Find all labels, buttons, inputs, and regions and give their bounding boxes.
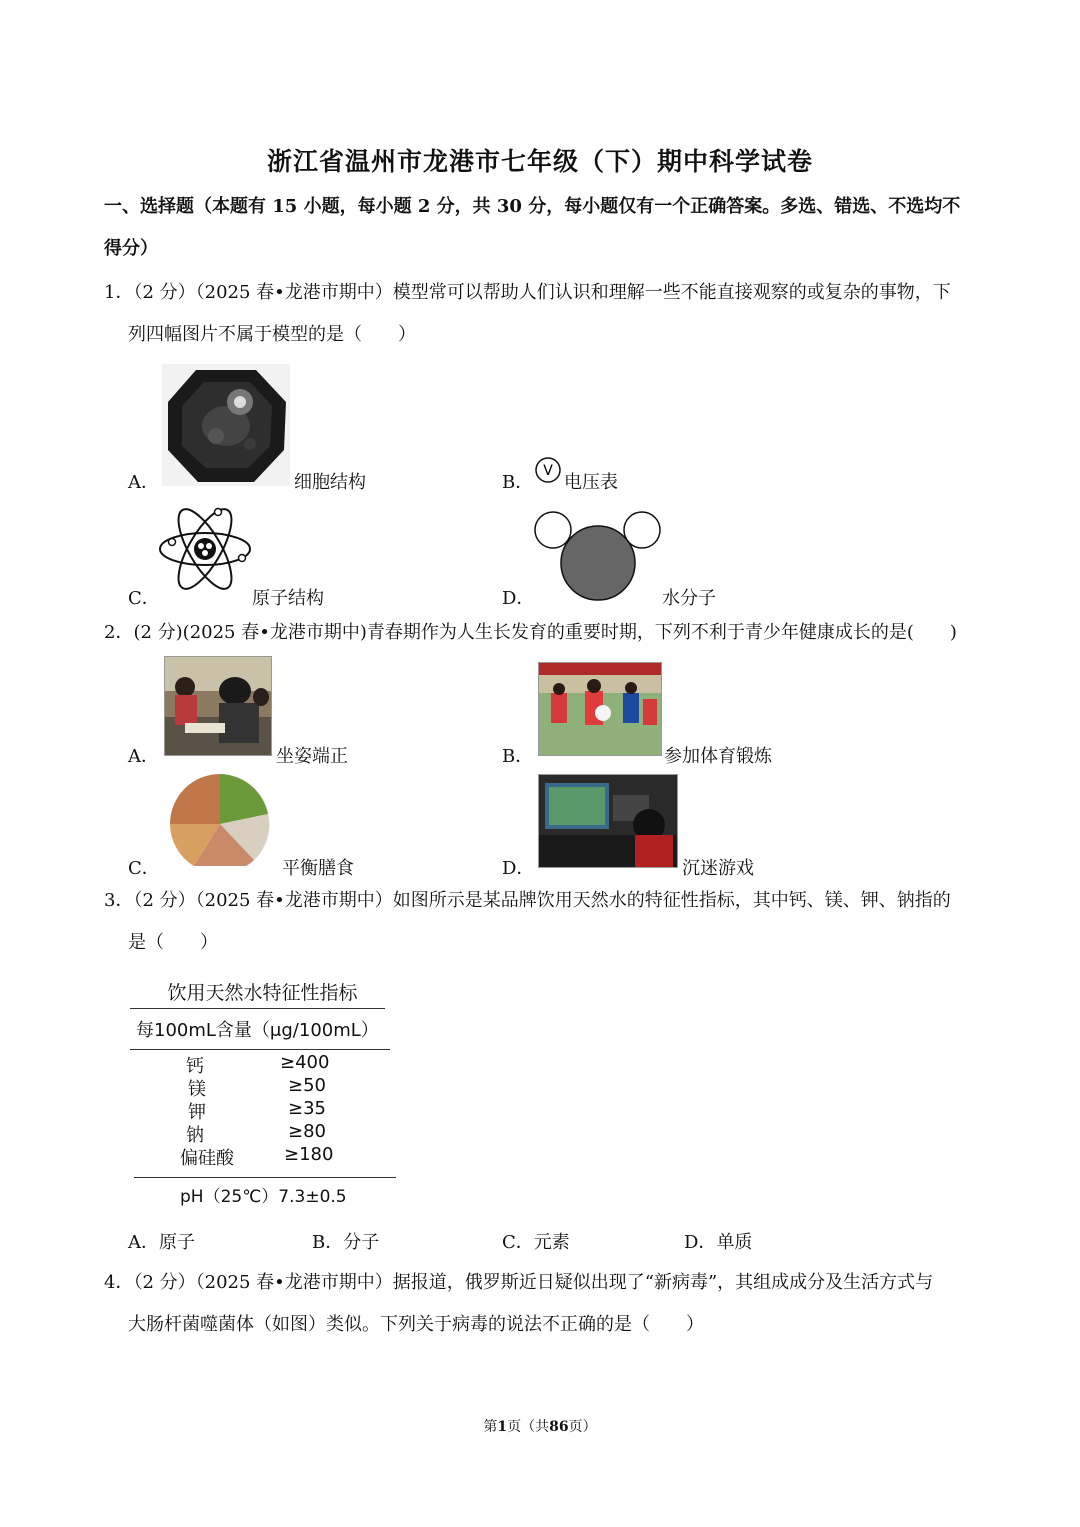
q1-option-d-caption: 水分子	[662, 588, 716, 609]
question-3-stem-cont: 是（ ）	[128, 932, 218, 953]
q2-option-a-letter[interactable]: A．	[128, 746, 159, 767]
q3-option-d-letter: D．	[684, 1232, 717, 1253]
cell-structure-image	[162, 364, 290, 486]
q3-option-b[interactable]	[312, 1228, 379, 1254]
table-title: 饮用天然水特征性指标	[167, 982, 358, 1004]
table-divider	[130, 1049, 390, 1050]
q1-option-b-caption: 电压表	[564, 472, 618, 493]
water-indicator-table	[130, 970, 400, 1205]
section-heading-cont: 得分）	[104, 238, 158, 259]
table-row-value: ≥400	[280, 1052, 330, 1073]
q2-option-d-caption: 沉迷游戏	[682, 858, 754, 879]
table-row-name: 钙	[186, 1056, 204, 1077]
q3-option-c-caption: 元素	[533, 1232, 570, 1253]
table-subtitle: 每100mL含量（μg/100mL）	[136, 1020, 379, 1041]
q2-option-c-letter[interactable]: C．	[128, 858, 160, 879]
table-ph: pH（25℃）7.3±0.5	[180, 1187, 347, 1207]
q1-option-a-letter[interactable]: A．	[128, 472, 159, 493]
q3-option-c-letter: C．	[502, 1232, 534, 1253]
table-row-value: ≥180	[284, 1144, 334, 1165]
voltmeter-letter: V	[543, 463, 553, 479]
footer-page-number: 1	[497, 1419, 508, 1435]
balanced-diet-image	[164, 774, 276, 866]
gaming-addiction-photo	[538, 774, 678, 868]
question-4-stem: 4．（2 分）（2025 春•龙港市期中）据报道，俄罗斯近日疑似出现了“新病毒”，其组成成分及生活方式与	[104, 1272, 934, 1293]
q2-option-b-letter[interactable]: B．	[502, 746, 534, 767]
table-row-name: 镁	[188, 1079, 206, 1100]
q3-option-d[interactable]	[684, 1228, 752, 1254]
table-divider	[130, 1008, 385, 1009]
q3-option-b-letter: B．	[312, 1232, 344, 1253]
table-row-value: ≥80	[288, 1121, 326, 1142]
atom-structure-image	[158, 498, 252, 600]
q1-option-c-caption: 原子结构	[252, 588, 324, 609]
table-row-value: ≥35	[288, 1098, 326, 1119]
table-divider	[134, 1177, 396, 1178]
q3-option-d-caption: 单质	[716, 1232, 753, 1253]
question-1-stem: 1．（2 分）（2025 春•龙港市期中）模型常可以帮助人们认识和理解一些不能直接观察的或复杂的事物，下	[104, 282, 951, 303]
voltmeter-symbol-icon	[534, 456, 562, 484]
question-2-stem: 2．(2 分)(2025 春•龙港市期中)青春期作为人生长发育的重要时期，下列不利于青少年健康成长的是( )	[104, 622, 957, 643]
sitting-posture-photo	[164, 656, 272, 756]
footer-suffix: 页）	[568, 1419, 597, 1435]
q3-option-a[interactable]	[128, 1228, 195, 1254]
table-row-name: 钠	[186, 1125, 204, 1146]
footer-middle: 页（共	[507, 1419, 550, 1435]
sports-exercise-photo	[538, 662, 662, 756]
q3-option-a-caption: 原子	[159, 1232, 195, 1253]
q1-option-b-letter[interactable]: B．	[502, 472, 534, 493]
table-row-value: ≥50	[288, 1075, 326, 1096]
q1-option-d-letter[interactable]: D．	[502, 588, 535, 609]
q3-option-b-caption: 分子	[343, 1232, 380, 1253]
q1-option-a-caption: 细胞结构	[294, 472, 366, 493]
page-footer	[0, 1416, 1080, 1436]
water-molecule-image	[532, 508, 664, 604]
q2-option-a-caption: 坐姿端正	[276, 746, 348, 767]
footer-total-pages: 86	[549, 1419, 569, 1435]
table-row-name: 钾	[188, 1102, 206, 1123]
section-heading: 一、选择题（本题有 15 小题，每小题 2 分，共 30 分，每小题仅有一个正确答案。多选、错选、不选均不	[104, 196, 961, 217]
q2-option-b-caption: 参加体育锻炼	[664, 746, 772, 767]
table-row-name: 偏硅酸	[180, 1148, 234, 1169]
question-1-stem-cont: 列四幅图片不属于模型的是（ ）	[128, 324, 416, 345]
q3-option-a-letter: A．	[128, 1232, 159, 1253]
q1-option-c-letter[interactable]: C．	[128, 588, 160, 609]
q2-option-d-letter[interactable]: D．	[502, 858, 535, 879]
question-4-stem-cont: 大肠杆菌噬菌体（如图）类似。下列关于病毒的说法不正确的是（ ）	[128, 1314, 704, 1335]
page-title: 浙江省温州市龙港市七年级（下）期中科学试卷	[266, 147, 813, 176]
question-3-stem: 3．（2 分）（2025 春•龙港市期中）如图所示是某品牌饮用天然水的特征性指标，其中钙、镁、钾、钠指的	[104, 890, 951, 911]
q2-option-c-caption: 平衡膳食	[282, 858, 354, 879]
q3-option-c[interactable]	[502, 1228, 570, 1254]
footer-prefix: 第	[483, 1419, 498, 1435]
